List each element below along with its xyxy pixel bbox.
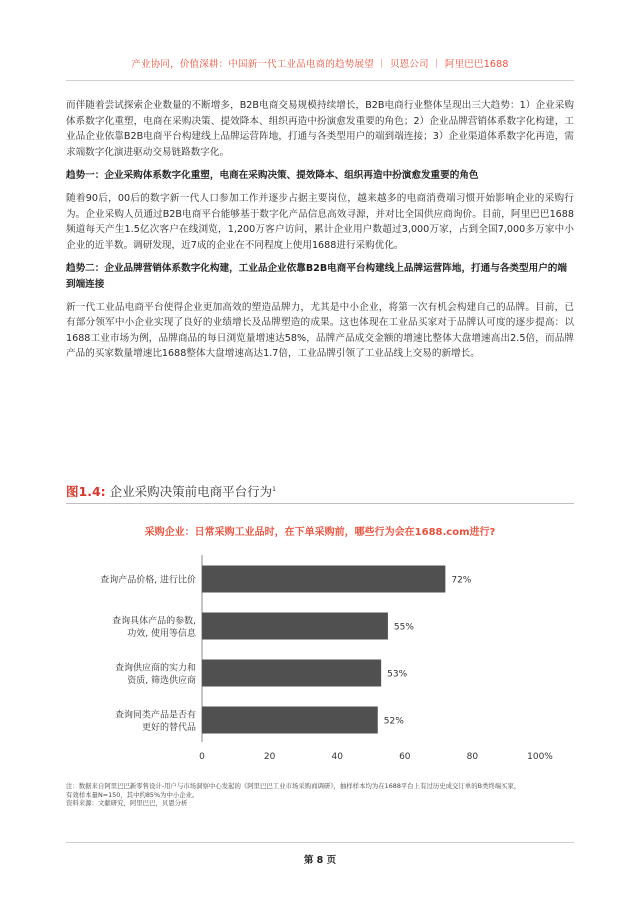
page-number: 第 8 页 [303,855,337,866]
footer-divider [66,842,574,843]
trend1-paragraph: 随着90后，00后的数字新一代人口参加工作并逐步占据主要岗位，越来越多的电商消费端习惯开始影响企业的采购行为。企业采购人员通过B2B电商平台能够基于数字化产品信息高效寻源，并对比全国供应商询价。目前，阿里巴巴1688频道每天产生1.5亿次客户在线浏览，1,200万客户访问，累计企业用户数超过3,000万家，占到全国7,000多万家中小企业的近半数。调研发现，近7成的企业在不同程度上使用1688进行采购优化。 [66,192,574,251]
x-tick-label-100: 100% [527,752,553,762]
category-label-3-line-1: 查询供应商的实力和 [114,663,196,674]
bar-4 [202,707,378,734]
running-header: 产业协同，价值深耕：中国新一代工业品电商的趋势展望 ｜ 贝恩公司 ｜ 阿里巴巴1688 [131,59,509,70]
intro-paragraph: 而伴随着尝试探索企业数量的不断增多，B2B电商交易规模持续增长，B2B电商行业整体呈现出三大趋势：1）企业采购体系数字化重塑，电商在采购决策、提效降本、组织再造中扮演愈发重要的角色；2）企业品牌营销体系数字化构建，工业品企业依靠B2B电商平台构建线上品牌运营阵地，打通与各类型用户的端到端连接；3）企业渠道体系数字化再造，需求端数字化演进驱动交易链路数字化。 [66,100,574,158]
note-line-2: 有效样本量N=150，其中约85%为中小企业。 [66,790,199,799]
category-label-4-line-1: 查询同类产品是否有 [114,710,196,721]
bar-3 [202,660,381,687]
bar-value-label-1: 72% [451,575,472,586]
bar-value-label-3: 53% [387,669,408,680]
category-label-2-line-1: 查询具体产品的参数, [112,616,196,627]
note-line-1: 注：数据来自阿里巴巴新零售设计-用户与市场洞察中心发起的《阿里巴巴工业市场采购商调研》，抽样样本均为在1688平台上有过历史成交订单的B类终端买家， [66,782,521,790]
category-label-3-line-2: 资质, 筛选供应商 [127,675,196,686]
figure-number: 图1.4: [66,484,106,499]
trend2-heading: 趋势二：企业品牌营销体系数字化构建，工业品企业依靠B2B电商平台构建线上品牌运营阵地，打通与各类型用户的端到端连接 [66,263,567,290]
figure-caption: 企业采购决策前电商平台行为 [109,484,273,499]
x-tick-label-0: 0 [199,752,205,762]
source-line: 资料来源：文献研究，阿里巴巴，贝恩分析 [66,799,188,807]
category-label-1-line-1: 查询产品价格, 进行比价 [100,575,196,586]
chart-notes [66,782,574,808]
bar-1 [202,566,445,593]
x-tick-label-20: 20 [263,752,276,762]
chart-title: 采购企业：日常采购工业品时，在下单采购前，哪些行为会在1688.com进行? [144,527,496,538]
bar-2 [202,613,388,640]
trend1-heading: 趋势一：企业采购体系数字化重塑，电商在采购决策、提效降本、组织再造中扮演愈发重要的角色 [66,170,479,182]
bar-value-label-4: 52% [383,716,404,727]
figure-footnote-mark: 1 [272,485,276,493]
bar-value-label-2: 55% [393,622,414,633]
x-tick-label-40: 40 [331,752,343,762]
x-tick-label-80: 80 [466,752,479,762]
category-label-4-line-2: 更好的替代品 [141,722,196,733]
trend2-paragraph: 新一代工业品电商平台使得企业更加高效的塑造品牌力，尤其是中小企业，将第一次有机会构建自己的品牌。目前，已有部分领军中小企业实现了良好的业绩增长及品牌塑造的成果。这也体现在工业品买家对于品牌认可度的逐步提高：以1688工业市场为例，品牌商品的每日浏览量增速达58%，品牌产品成交金额的增速比整体大盘增速高出2.5倍，而品牌产品的买家数量增速比1688整体大盘增速高达1.7倍，工业品牌引领了工业品线上交易的新增长。 [66,301,574,360]
x-tick-label-60: 60 [399,752,411,762]
category-label-2-line-2: 功效, 使用等信息 [127,628,196,639]
